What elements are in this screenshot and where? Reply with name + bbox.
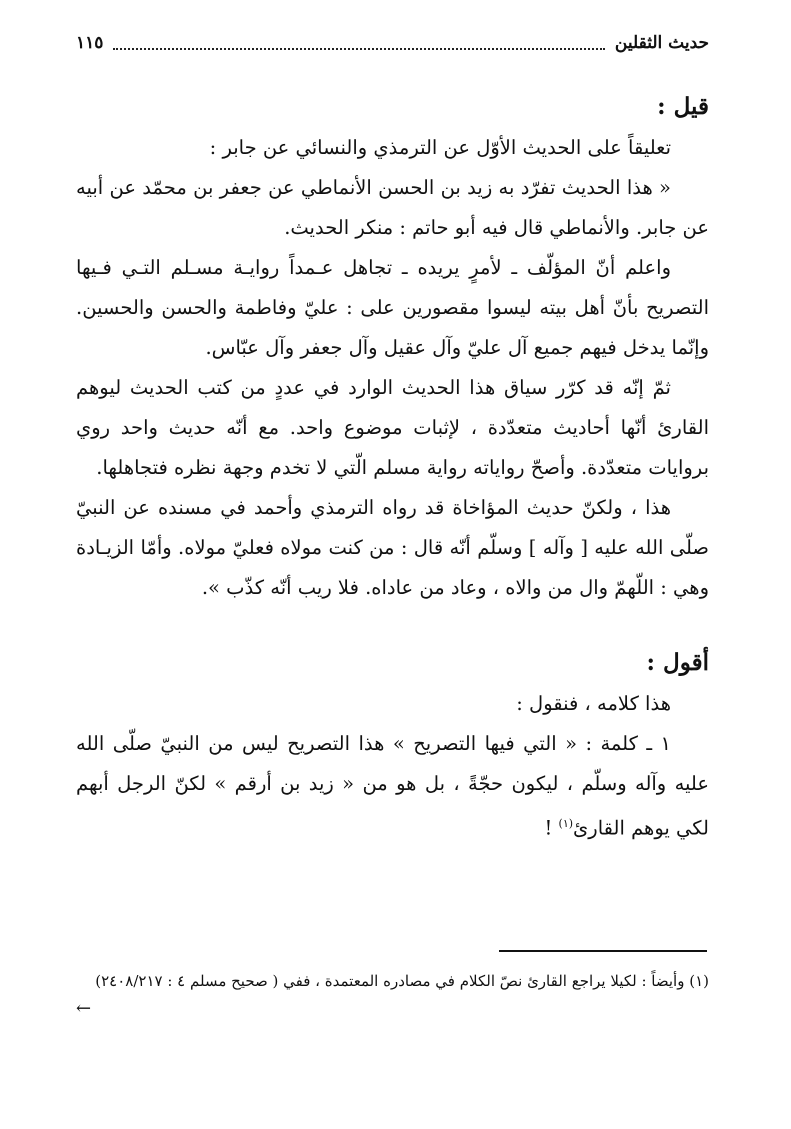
quoted-paragraph: « هذا الحديث تفرّد به زيد بن الحسن الأنماطي عن جعفر بن محمّد عن أبيه عن جابر. والأنماطي قال فيه أبو حاتم : منكر الحديث.	[76, 176, 709, 239]
section-heading-qila: قيل :	[657, 93, 709, 120]
continuation-arrow-icon: ←	[76, 998, 92, 1019]
paragraph: تعليقاً على الحديث الأوّل عن الترمذي والنسائي عن جابر :	[209, 136, 671, 159]
main-text	[76, 86, 709, 849]
running-title: حديث الثقلين	[614, 33, 709, 53]
paragraph: هذا ، ولكنّ حديث المؤاخاة قد رواه الترمذي وأحمد في مسنده عن النبيّ صلّى الله عليه [ وآله ] وسلّم أنّه قال : من كنت مولاه فعليّ مولاه. وأمّا الزيـادة وهي : اللّهمّ وال من والاه ، وعاد من عاداه. فلا ريب أنّه كذّب ».	[76, 496, 709, 599]
page-number: ١١٥	[76, 33, 104, 53]
footnote-reference[interactable]: (١)	[558, 817, 574, 830]
paragraph: واعلم أنّ المؤلّف ـ لأمرٍ يريده ـ تجاهل عـمداً روايـة مسـلم التـي فـيها التصريح بأنّ أهل بيته ليسوا مقصورين على : عليّ وفاطمة والحسن والحسين. وإنّما يدخل فيهم جميع آل عليّ وآل عقيل وآل جعفر وآل عبّاس.	[76, 256, 709, 359]
footnote-divider	[499, 950, 707, 952]
paragraph: ثمّ إنّه قد كرّر سياق هذا الحديث الوارد في عددٍ من كتب الحديث ليوهم القارئ أنّها أحاديث متعدّدة ، لإثبات موضوع واحد. مع أنّه حديث واحد روي بروايات متعدّدة. وأصحّ رواياته رواية مسلم الّتي لا تخدم وجهة نظره فتجاهلها.	[76, 376, 709, 479]
paragraph: هذا كلامه ، فنقول :	[516, 692, 671, 715]
section-heading-aqulu: أقول :	[646, 649, 709, 676]
running-header	[76, 30, 709, 56]
numbered-paragraph	[76, 724, 709, 849]
paragraph-text: ١ ـ كلمة : « التي فيها التصريح » هذا التصريح ليس من النبيّ صلّى الله عليه وآله وسلّم ، ليكون حجّةً ، بل هو من « زيد بن أرقم » لكنّ الرجل أبهم لكي يوهم القارئ	[76, 732, 709, 840]
paragraph-end: !	[544, 816, 559, 840]
leader-dots	[113, 36, 604, 50]
footnote-text: (١) وأيضاً : لكيلا يراجع القارئ نصّ الكلام في مصادره المعتمدة ، ففي ( صحيح مسلم ٤ : ٢٤٠٨/٢١٧)	[95, 972, 709, 990]
footnote	[76, 968, 709, 1020]
